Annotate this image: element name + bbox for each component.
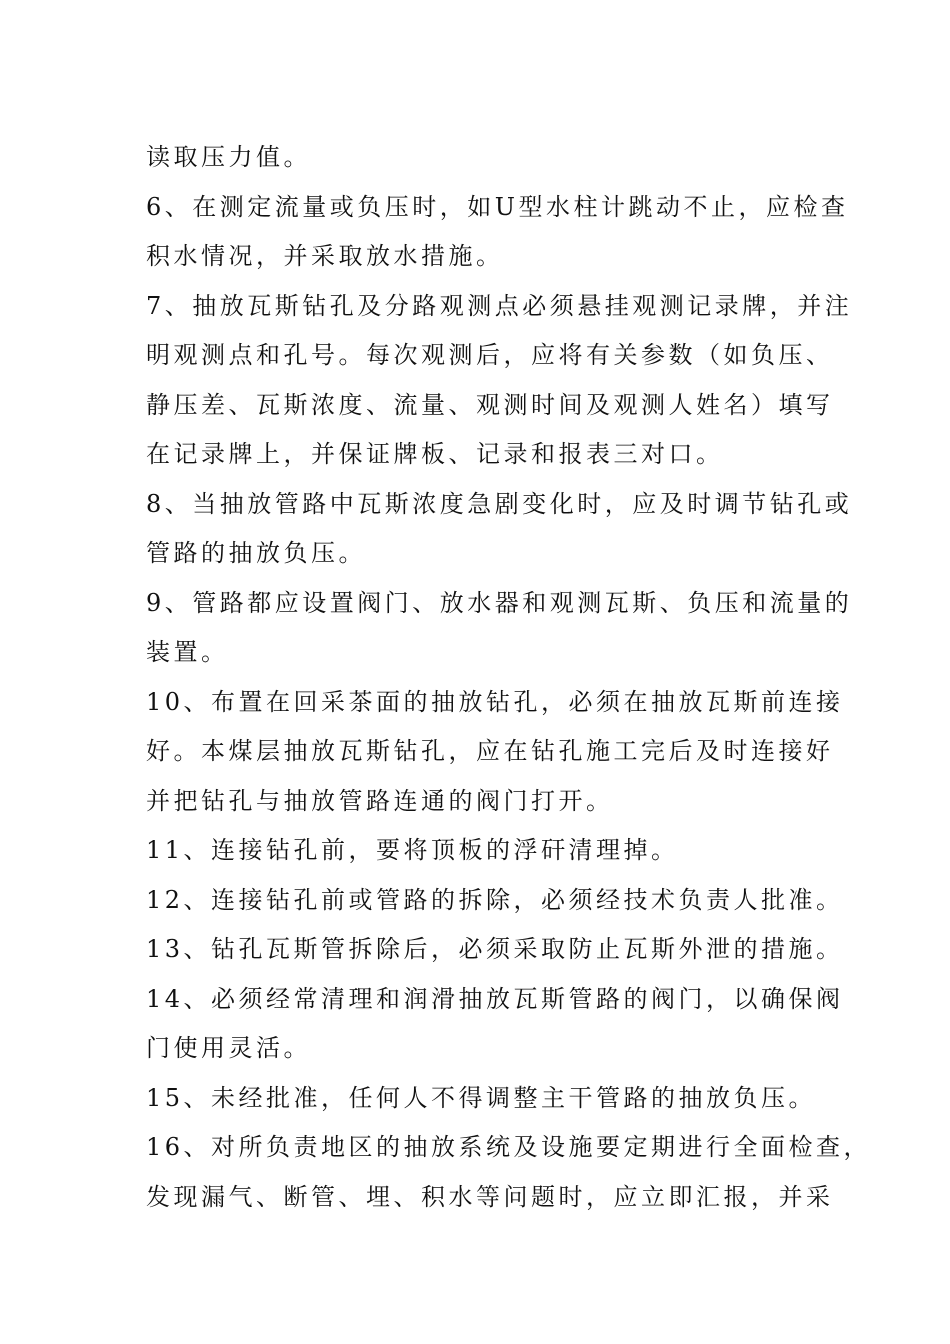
text-line: 读取压力值。: [146, 143, 311, 171]
text-line: 积水情况，并采取放水措施。: [146, 242, 504, 270]
text-line: 12、连接钻孔前或管路的拆除，必须经技术负责人批准。: [146, 885, 844, 914]
text-line: 6、在测定流量或负压时，如U型水柱计跳动不止，应检查: [146, 192, 849, 221]
text-line: 10、布置在回采茶面的抽放钻孔，必须在抽放瓦斯前连接: [146, 687, 844, 716]
text-line: 明观测点和孔号。每次观测后，应将有关参数（如负压、: [146, 341, 834, 369]
text-line: 15、未经批准，任何人不得调整主干管路的抽放负压。: [146, 1083, 817, 1112]
text-line: 管路的抽放负压。: [146, 539, 366, 567]
text-line: 并把钻孔与抽放管路连通的阀门打开。: [146, 786, 614, 815]
text-line: 11、连接钻孔前，要将顶板的浮矸清理掉。: [146, 836, 679, 864]
text-line: 9、管路都应设置阀门、放水器和观测瓦斯、负压和流量的: [146, 588, 853, 617]
text-line: 静压差、瓦斯浓度、流量、观测时间及观测人姓名）填写: [146, 390, 834, 419]
document-body: [146, 133, 872, 1222]
text-line: 发现漏气、断管、埋、积水等问题时，应立即汇报，并采: [146, 1182, 834, 1211]
text-line: 16、对所负责地区的抽放系统及设施要定期进行全面检查，: [146, 1133, 872, 1161]
text-line: 好。本煤层抽放瓦斯钻孔，应在钻孔施工完后及时连接好: [146, 737, 834, 765]
text-line: 装置。: [146, 638, 229, 666]
text-line: 14、必须经常清理和润滑抽放瓦斯管路的阀门，以确保阀: [146, 984, 844, 1013]
text-line: 13、钻孔瓦斯管拆除后，必须采取防止瓦斯外泄的措施。: [146, 935, 844, 963]
text-line: 7、抽放瓦斯钻孔及分路观测点必须悬挂观测记录牌，并注: [146, 291, 853, 320]
text-line: 门使用灵活。: [146, 1034, 311, 1062]
text-line: 8、当抽放管路中瓦斯浓度急剧变化时，应及时调节钻孔或: [146, 489, 853, 518]
text-line: 在记录牌上，并保证牌板、记录和报表三对口。: [146, 440, 724, 468]
